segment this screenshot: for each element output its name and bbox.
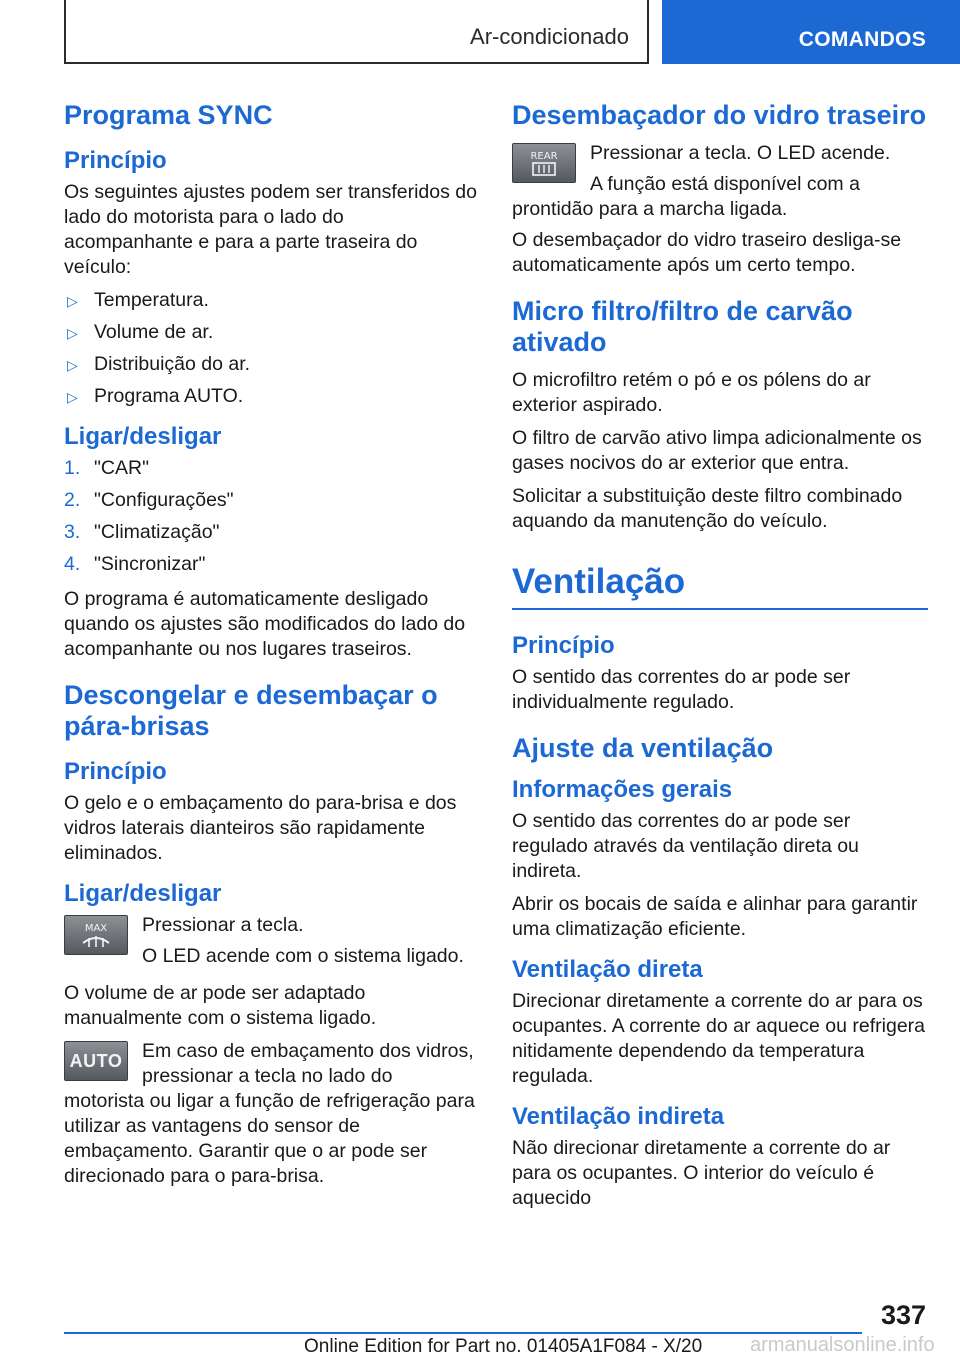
rear-window-defrost-key-icon [512, 143, 576, 183]
defrost-onoff-title: Ligar/desligar [64, 880, 222, 907]
list-item-text: Volume de ar. [94, 321, 214, 343]
vent-direct-text: Direcionar diretamente a corrente do ar para os ocupantes. A corrente do ar aquece ou refrigera nitidamente dependendo da temperatura regulada. [512, 990, 926, 1087]
header-section-title: Ar-condicionado [470, 24, 629, 49]
triangle-bullet-icon: ▷ [67, 293, 78, 309]
rear-defroster-title: Desembaçador do vidro traseiro [512, 100, 927, 130]
step-number: 2. [64, 489, 81, 511]
footer-divider [64, 1332, 862, 1334]
step-text: "Climatização" [94, 521, 220, 543]
sync-principle-title: Princípio [64, 147, 167, 174]
step-number: 4. [64, 553, 81, 575]
header-chapter-tab [662, 0, 960, 64]
auto-key-icon: AUTO [64, 1041, 128, 1081]
vent-info-text-2: Abrir os bocais de saída e alinhar para garantir uma climatização eficiente. [512, 893, 918, 940]
step-number: 1. [64, 457, 81, 479]
vent-indirect-title: Ventilação indireta [512, 1103, 725, 1130]
defrost-principle-text: O gelo e o embaçamento do para-brisa e dos vidros laterais dianteiros são rapidamente eliminados. [64, 792, 457, 864]
step-item [64, 552, 478, 577]
sync-principle-text: Os seguintes ajustes podem ser transferidos do lado do motorista para o lado do acompanhante e para a parte traseira do veículo: [64, 181, 477, 278]
ventilation-title: Ventilação [512, 560, 928, 610]
header-section-box [64, 0, 649, 64]
rear-press-text: Pressionar a tecla. O LED acende. [590, 142, 891, 164]
footer-edition: Online Edition for Part no. 01405A1F084 - X/20 [304, 1336, 703, 1357]
sync-steps-list [64, 456, 478, 577]
auto-text: Em caso de embaçamento dos vidros, pressionar a tecla no lado do motorista ou ligar a função de refrigeração para utilizar as vantagens do sensor de embaçamento. Garantir que o ar pode ser direcionado para o para-brisa. [64, 1040, 475, 1187]
triangle-bullet-icon: ▷ [67, 325, 78, 341]
max-button-row [64, 913, 478, 975]
vent-info-text-1: O sentido das correntes do ar pode ser regulado através da ventilação direta ou indireta. [512, 810, 859, 882]
list-item-text: Distribuição do ar. [94, 353, 251, 375]
watermark: armanualsonline.info [750, 1334, 935, 1356]
step-item [64, 520, 478, 545]
filter-text-3: Solicitar a substituição deste filtro combinado aquando da manutenção do veículo. [512, 485, 903, 532]
list-item [64, 320, 478, 345]
max-defrost-key-icon [64, 915, 128, 955]
defrost-title: Descongelar e desembaçar o pára-brisas [64, 680, 438, 741]
sync-title: Programa SYNC [64, 100, 273, 130]
left-column [64, 100, 478, 1195]
step-text: "CAR" [94, 457, 150, 479]
step-item [64, 488, 478, 513]
svg-text:REAR: REAR [530, 151, 558, 162]
svg-text:MAX: MAX [84, 923, 108, 934]
filter-title: Micro filtro/filtro de carvão ativado [512, 296, 853, 357]
vent-indirect-text: Não direcionar diretamente a corrente do ar para os ocupantes. O interior do veículo é aquecido [512, 1137, 891, 1209]
list-item [64, 352, 478, 377]
sync-onoff-title: Ligar/desligar [64, 423, 222, 450]
step-text: "Configurações" [94, 489, 234, 511]
volume-text: O volume de ar pode ser adaptado manualmente com o sistema ligado. [64, 982, 377, 1029]
defrost-principle-title: Princípio [64, 758, 167, 785]
vent-adjust-title: Ajuste da ventilação [512, 733, 774, 763]
max-press-text: Pressionar a tecla. [142, 914, 304, 936]
list-item [64, 384, 478, 409]
step-text: "Sincronizar" [94, 553, 206, 575]
header-chapter-title: COMANDOS [798, 28, 926, 51]
filter-text-2: O filtro de carvão ativo limpa adicionalmente os gases nocivos do ar exterior que entra. [512, 427, 922, 474]
triangle-bullet-icon: ▷ [67, 357, 78, 373]
filter-text-1: O microfiltro retém o pó e os pólens do ar exterior aspirado. [512, 369, 871, 416]
page-number: 337 [880, 1300, 926, 1330]
rear-auto-off-text: O desembaçador do vidro traseiro desliga-se automaticamente após um certo tempo. [512, 229, 902, 276]
vent-info-title: Informações gerais [512, 776, 733, 803]
list-item-text: Temperatura. [94, 289, 209, 311]
step-number: 3. [64, 521, 81, 543]
step-item [64, 456, 478, 481]
rear-button-row [512, 141, 928, 222]
rear-availability-text: A função está disponível com a prontidão para a marcha ligada. [512, 173, 860, 220]
sync-off-text: O programa é automaticamente desligado quando os ajustes são modificados do lado do acompanhante ou nos lugares traseiros. [64, 588, 466, 660]
vent-direct-title: Ventilação direta [512, 956, 703, 983]
sync-items-list [64, 288, 478, 409]
auto-button-row [64, 1039, 478, 1189]
vent-principle-text: O sentido das correntes do ar pode ser individualmente regulado. [512, 666, 851, 713]
list-item-text: Programa AUTO. [94, 385, 244, 407]
right-column [512, 100, 928, 1219]
triangle-bullet-icon: ▷ [67, 389, 78, 405]
list-item [64, 288, 478, 313]
max-led-text: O LED acende com o sistema ligado. [142, 945, 464, 967]
vent-principle-title: Princípio [512, 632, 615, 659]
